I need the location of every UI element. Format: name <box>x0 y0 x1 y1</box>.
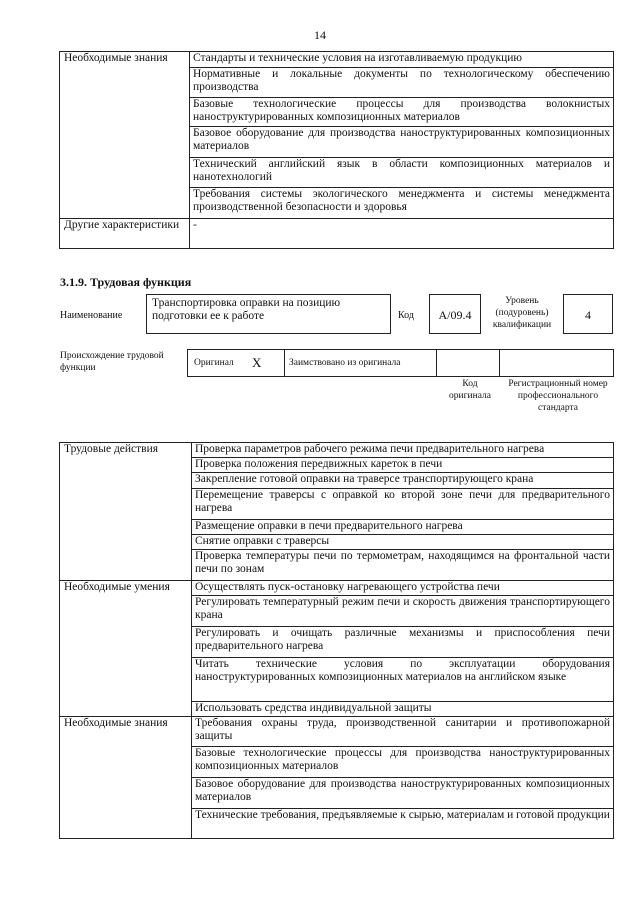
table-cell: Базовое оборудование для производства наноструктурированных композиционных материалов <box>192 778 614 809</box>
function-name-box <box>146 294 391 334</box>
table-cell: - <box>190 219 614 249</box>
level-box <box>563 294 613 334</box>
table-cell: Базовые технологические процессы для производства волокнистых наноструктурированных композиционных материалов <box>190 98 614 127</box>
divider <box>436 349 437 377</box>
table-cell: Базовое оборудование для производства наноструктурированных композиционных материалов <box>190 127 614 158</box>
row-label: Необходимые знания <box>60 717 192 839</box>
divider <box>499 349 500 377</box>
table-cell: Регулировать температурный режим печи и скорость движения транспортирующего крана <box>192 596 614 627</box>
table-cell: Снятие оправки с траверсы <box>192 535 614 550</box>
borrowed-label: Заимствовано из оригинала <box>289 358 401 368</box>
section-title: 3.1.9. Трудовая функция <box>60 275 192 289</box>
page-number: 14 <box>314 28 326 42</box>
function-table <box>59 442 614 839</box>
code-caption: Код оригинала <box>449 379 491 401</box>
table-cell: Читать технические условия по эксплуатации оборудования наноструктурированных композиционных материалов на английском языке <box>192 658 614 702</box>
reg-caption: Регистрационный номер профессионального стандарта <box>508 379 608 413</box>
table-cell: Нормативные и локальные документы по технологическому обеспечению производства <box>190 68 614 98</box>
level-label: Уровень (подуровень) квалификации <box>492 296 552 330</box>
code-label: Код <box>398 310 414 321</box>
knowledge-table <box>59 51 614 249</box>
table-cell: Технические требования, предъявляемые к сырью, материалам и готовой продукции <box>192 809 614 839</box>
table-cell: Требования системы экологического менеджмента и системы менеджмента производственной безопасности и здоровья <box>190 188 614 219</box>
table-cell: Проверка положения передвижных кареток в печи <box>192 458 614 473</box>
function-name: Транспортировка оправки на позицию подготовки ее к работе <box>152 297 341 322</box>
table-cell: Проверка параметров рабочего режима печи предварительного нагрева <box>192 443 614 458</box>
table-cell: Технический английский язык в области композиционных материалов и нанотехнологий <box>190 158 614 188</box>
row-label: Необходимые знания <box>60 52 190 219</box>
divider <box>284 349 285 377</box>
table-cell: Размещение оправки в печи предварительного нагрева <box>192 520 614 535</box>
table-cell: Базовые технологические процессы для производства наноструктурированных композиционных материалов <box>192 747 614 778</box>
table-cell: Регулировать и очищать различные механизмы и приспособления печи предварительного нагрева <box>192 627 614 658</box>
table-cell: Требования охраны труда, производственной санитарии и противопожарной защиты <box>192 717 614 747</box>
row-label: Другие характеристики <box>60 219 190 249</box>
name-label: Наименование <box>60 310 123 321</box>
row-label: Трудовые действия <box>60 443 192 581</box>
table-cell: Использовать средства индивидуальной защиты <box>192 702 614 717</box>
table-cell: Осуществлять пуск-остановку нагревающего устройства печи <box>192 581 614 596</box>
table-cell: Закрепление готовой оправки на траверсе транспортирующего крана <box>192 473 614 489</box>
row-label: Необходимые умения <box>60 581 192 717</box>
original-label: Оригинал <box>194 358 234 368</box>
code-box <box>429 294 481 334</box>
level-value: 4 <box>585 308 591 322</box>
function-code: А/09.4 <box>438 308 472 322</box>
table-cell: Перемещение траверсы с оправкой ко второй зоне печи для предварительного нагрева <box>192 489 614 520</box>
table-cell: Стандарты и технические условия на изготавливаемую продукцию <box>190 52 614 68</box>
origin-label: Происхождение трудовой функции <box>60 351 164 373</box>
table-cell: Проверка температуры печи по термометрам, находящимся на фронтальной части печи по зонам <box>192 550 614 581</box>
original-mark: X <box>252 355 262 370</box>
